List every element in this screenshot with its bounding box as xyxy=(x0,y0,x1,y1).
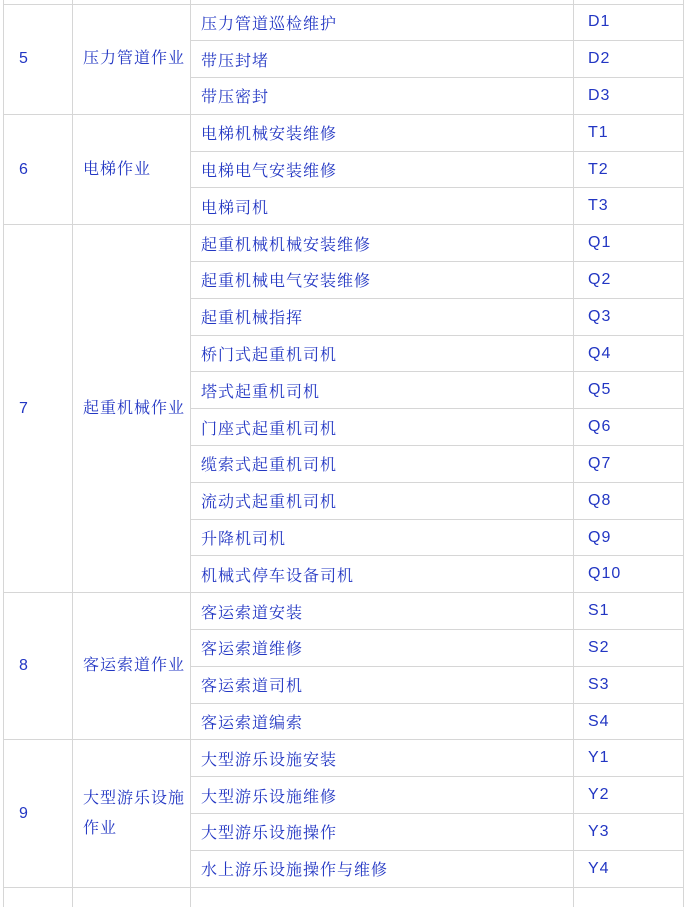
item-name-cell: 客运索道编索 xyxy=(191,703,574,740)
item-code-cell: Y3 xyxy=(574,814,684,851)
section-number-cell: 9 xyxy=(4,740,73,887)
item-name-cell: 起重机械机械安装维修 xyxy=(191,225,574,262)
item-code-cell: Q10 xyxy=(574,556,684,593)
category-cell: 大型游乐设施作业 xyxy=(73,740,191,887)
item-name-cell: 升降机司机 xyxy=(191,519,574,556)
item-name-cell: 流动式起重机司机 xyxy=(191,482,574,519)
item-code-cell: Q1 xyxy=(574,225,684,262)
item-name-cell: 电梯机械安装维修 xyxy=(191,114,574,151)
item-code-cell: Q2 xyxy=(574,262,684,299)
operations-table xyxy=(3,0,684,907)
section-number-cell: 7 xyxy=(4,225,73,593)
item-name-cell: 缆索式起重机司机 xyxy=(191,446,574,483)
table-row xyxy=(4,740,684,777)
item-name-cell: 桥门式起重机司机 xyxy=(191,335,574,372)
item-name-cell: 塔式起重机司机 xyxy=(191,372,574,409)
item-name-cell: 带压封堵 xyxy=(191,41,574,78)
item-name-cell: 水上游乐设施操作与维修 xyxy=(191,850,574,887)
item-name-cell: 大型游乐设施维修 xyxy=(191,777,574,814)
item-code-cell: T3 xyxy=(574,188,684,225)
item-code-cell: Q4 xyxy=(574,335,684,372)
item-code-cell: S2 xyxy=(574,630,684,667)
item-code-cell: D3 xyxy=(574,78,684,115)
item-code-cell: Y4 xyxy=(574,850,684,887)
empty-cell xyxy=(191,887,574,907)
item-code-cell: Q3 xyxy=(574,298,684,335)
item-code-cell: S1 xyxy=(574,593,684,630)
category-cell: 压力管道作业 xyxy=(73,4,191,114)
item-code-cell: T2 xyxy=(574,151,684,188)
category-cell: 电梯作业 xyxy=(73,114,191,224)
item-code-cell: Y1 xyxy=(574,740,684,777)
empty-cell xyxy=(73,887,191,907)
item-name-cell: 电梯司机 xyxy=(191,188,574,225)
section-number-cell: 6 xyxy=(4,114,73,224)
category-cell: 起重机械作业 xyxy=(73,225,191,593)
item-name-cell: 压力管道巡检维护 xyxy=(191,4,574,41)
item-name-cell: 电梯电气安装维修 xyxy=(191,151,574,188)
category-cell: 客运索道作业 xyxy=(73,593,191,740)
item-name-cell: 大型游乐设施操作 xyxy=(191,814,574,851)
empty-cell xyxy=(4,887,73,907)
item-code-cell: Q6 xyxy=(574,409,684,446)
item-code-cell: D2 xyxy=(574,41,684,78)
section-number-cell: 8 xyxy=(4,593,73,740)
item-code-cell: Q7 xyxy=(574,446,684,483)
item-code-cell: D1 xyxy=(574,4,684,41)
item-code-cell: Q9 xyxy=(574,519,684,556)
table-row xyxy=(4,593,684,630)
item-name-cell: 客运索道维修 xyxy=(191,630,574,667)
empty-cell xyxy=(574,887,684,907)
table-row xyxy=(4,114,684,151)
item-name-cell: 门座式起重机司机 xyxy=(191,409,574,446)
item-code-cell: S4 xyxy=(574,703,684,740)
clipped-row-bottom xyxy=(4,887,684,907)
item-code-cell: Y2 xyxy=(574,777,684,814)
item-name-cell: 客运索道司机 xyxy=(191,666,574,703)
item-name-cell: 客运索道安装 xyxy=(191,593,574,630)
item-name-cell: 起重机械指挥 xyxy=(191,298,574,335)
item-name-cell: 大型游乐设施安装 xyxy=(191,740,574,777)
item-name-cell: 机械式停车设备司机 xyxy=(191,556,574,593)
section-number-cell: 5 xyxy=(4,4,73,114)
item-code-cell: Q5 xyxy=(574,372,684,409)
item-name-cell: 带压密封 xyxy=(191,78,574,115)
table-row xyxy=(4,4,684,41)
item-code-cell: T1 xyxy=(574,114,684,151)
table-row xyxy=(4,225,684,262)
item-name-cell: 起重机械电气安装维修 xyxy=(191,262,574,299)
item-code-cell: Q8 xyxy=(574,482,684,519)
item-code-cell: S3 xyxy=(574,666,684,703)
